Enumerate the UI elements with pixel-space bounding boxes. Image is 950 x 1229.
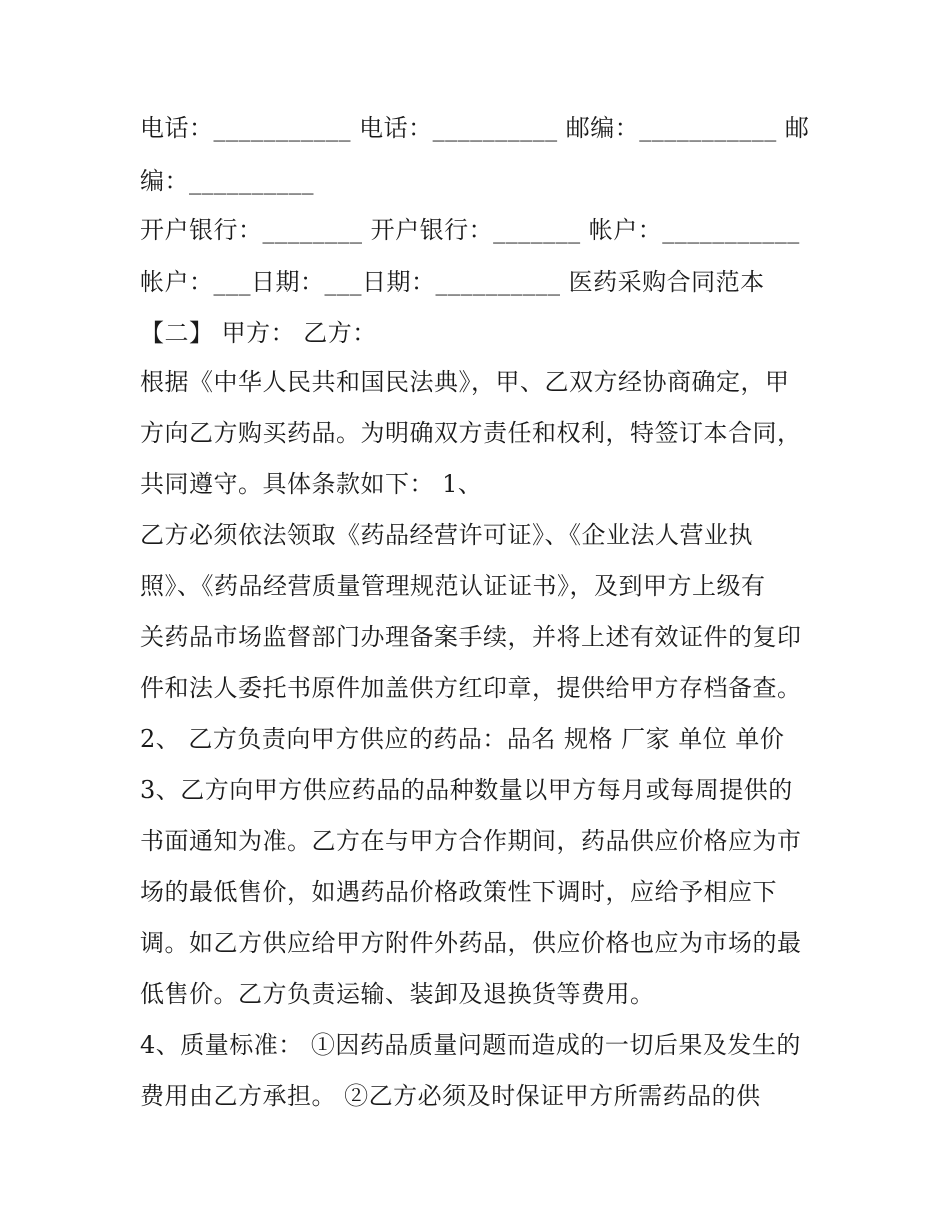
text-line: 【二】 甲方： 乙方： [140,319,377,347]
text-line: 共同遵守。具体条款如下： 1、 [140,470,483,498]
text-line: 乙方必须依法领取《药品经营许可证》、《企业法人营业执 [140,521,753,549]
text-line: 件和法人委托书原件加盖供方红印章，提供给甲方存档备查。 [140,674,802,702]
text-line: 编：__________ [140,167,314,195]
text-line: 关药品市场监督部门办理备案手续，并将上述有效证件的复印 [140,623,802,651]
text-line: 费用由乙方承担。 ②乙方必须及时保证甲方所需药品的供 [140,1082,761,1110]
text-line: 根据《中华人民共和国民法典》，甲、乙双方经协商确定，甲 [140,368,790,396]
text-line: 开户银行：________ 开户银行：_______ 帐户：___________ [140,216,800,244]
text-line: 2、 乙方负责向甲方供应的药品：品名 规格 厂家 单位 单价 [140,725,785,753]
text-line: 3、乙方向甲方供应药品的品种数量以甲方每月或每周提供的 [140,776,793,804]
text-line: 低售价。乙方负责运输、装卸及退换货等费用。 [140,980,655,1008]
text-line: 4、质量标准： ①因药品质量问题而造成的一切后果及发生的 [140,1031,801,1059]
text-line: 书面通知为准。乙方在与甲方合作期间，药品供应价格应为市 [140,827,802,855]
text-line: 电话：___________ 电话：__________ 邮编：___________ 邮 [140,114,810,142]
text-line: 帐户：___日期：___日期：__________ 医药采购合同范本 [140,268,765,296]
text-line: 场的最低售价，如遇药品价格政策性下调时，应给予相应下 [140,878,777,906]
text-line: 照》、《药品经营质量管理规范认证证书》，及到甲方上级有 [140,572,766,600]
text-line: 方向乙方购买药品。为明确双方责任和权利，特签订本合同， [140,419,802,447]
text-line: 调。如乙方供应给甲方附件外药品，供应价格也应为市场的最 [140,929,802,957]
